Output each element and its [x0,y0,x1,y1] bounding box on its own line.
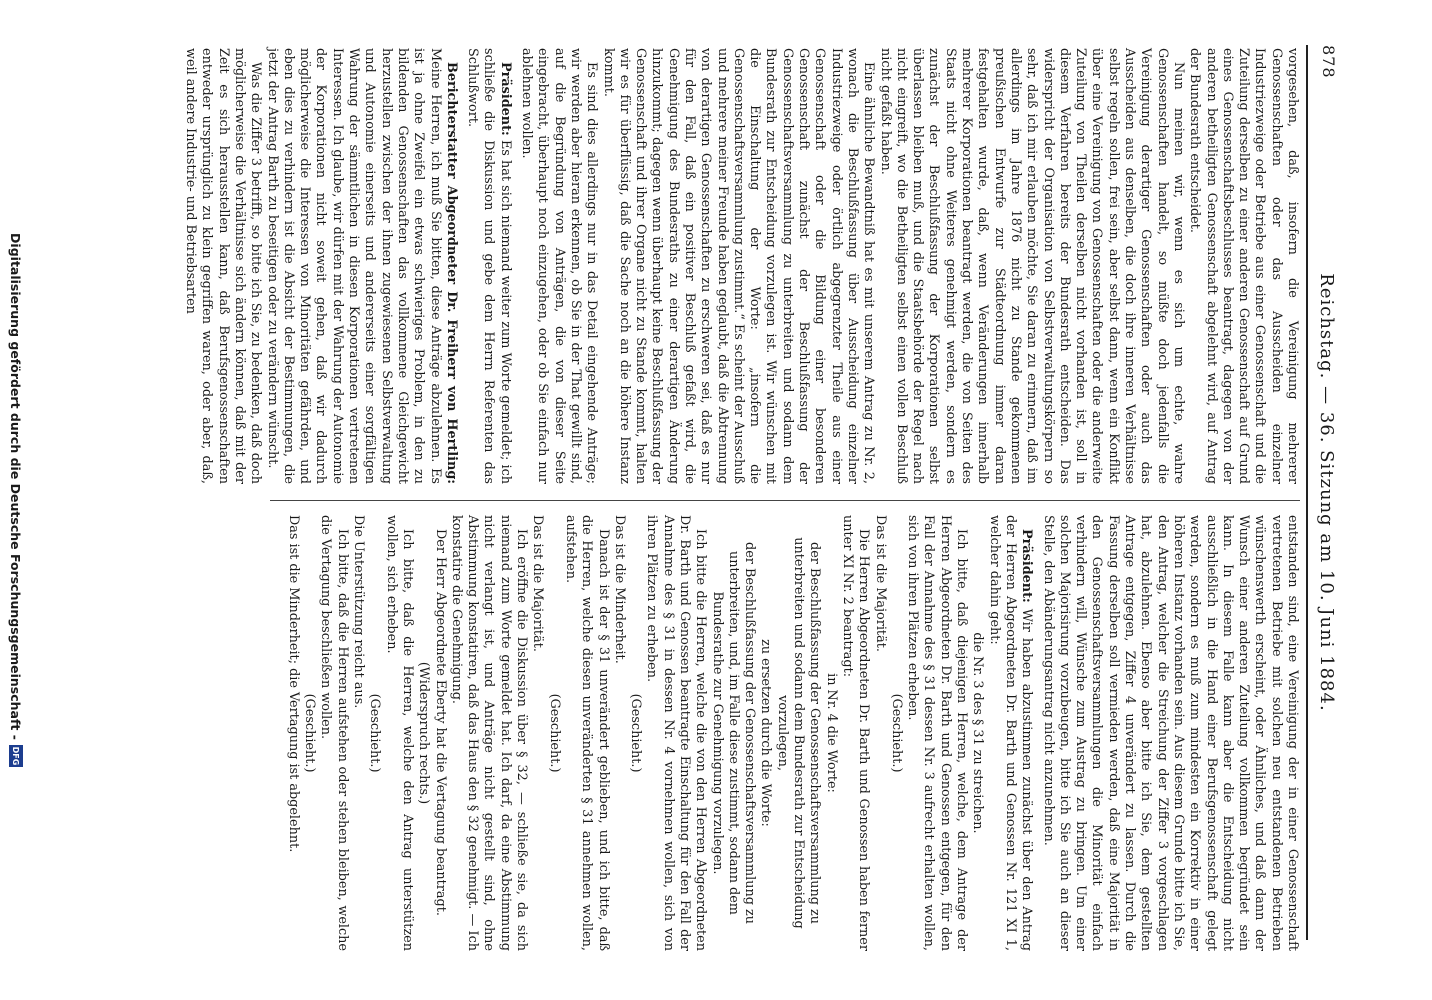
paragraph-text: Eine ähnliche Bewandtniß hat es mit unserem Antrag zu Nr. 2, wonach die Beschlußfassung über Ausscheidung einzelner Industriezweige oder örtlich abgegrenzter Theile aus einer Genossenschaft oder die Bildung einer besonderen Genossenschaft zunächst der Beschlußfassung der Genossenschaftsversammlung zu unterbreiten und sodann dem Bundesrath zur Entscheidung vorzulegen ist. Wir wünschen mit die Einschaltung der Worte: „insofern die Genossenschaftsversammlung zustimmt.“ Es scheint der Ausschuß und mehrere meiner Freunde haben geglaubt, daß die Abtrennung von derartigen Genossenschaften zu erschweren sei, daß es nur für den Fall, daß ein positiver Beschluß gefaßt wird, die Genehmigung des Bundesraths zu einer derartigen Änderung hinzukommt; dagegen wenn überhaupt keine Beschlußfassung der Genossenschaft und ihrer Organe nicht zu Stande kommt, halten wir es für überflüssig, daß die Sache noch an die höhere Instanz kommt. [600,48,877,484]
paragraph-text: (Geschieht.) [367,693,383,773]
paragraph [545,515,561,951]
paragraph [562,515,611,951]
paragraph [599,48,876,484]
paragraph-text: Ich eröffne die Diskussion über § 32, — schließe sie, da sich niemand zum Worte gemeldet hat. Ich darf, da eine Abstimmung nicht verlangt ist, und Anträge nicht gestellt sind, ohne Abstimmung konstatiren, daß das Haus den § 32 genehmigt. — Ich konstatire die Genehmigung. [448,515,530,951]
paragraph-text: Das ist die Minderheit. [611,515,627,664]
paragraph [985,515,1034,951]
paragraph [888,515,904,951]
paragraph-text: in Nr. 4 die Worte: [823,673,839,793]
speaker-name: Präsident: [1019,529,1035,603]
paragraph [529,515,545,951]
paragraph [839,515,872,951]
paragraph [627,515,643,951]
paragraph [182,48,263,484]
paragraph-text: Die Herren Abgeordneten Dr. Barth und Genossen haben ferner unter XI Nr. 2 beantragt: [839,515,872,951]
credit-text: Digitalisierung gefördert durch die Deutsche Forschungsgemeinschaft - [8,233,24,740]
paragraph-text: Danach ist der § 31 unverändert geblieben, und ich bitte, daß die Herren, welche diesen unveränderten § 31 annehmen wollen, aufstehen. [562,515,611,951]
paragraph-text: vorgesehen, daß, insofern die Vereinigung mehrerer Genossenschaften oder das Ausscheiden einzelner Industriezweige oder Betriebe aus einer Genossenschaft und die Zuteilung derselben zu einer anderen Genossenschaft auf Grund eines Genossenschaftsbeschlusses beantragt, dagegen von der anderen betheiligten Genossenschaft abgelehnt wird, auf Antrag der Bundesrath entscheidet. [1187,48,1300,484]
paragraph-text: Der Herr Abgeordnete Eberty hat die Vertagung beantragt. [432,529,448,916]
paragraph-text: (Widerspruch rechts.) [416,661,432,805]
paragraph-text: der Beschlußfassung der Genossenschaftsversammlung zu unterbreiten, und, im Falle diese zustimmt, sodann dem Bundesrathe zur Genehmigung vorzulegen. [709,542,758,924]
paragraph-text: die Nr. 3 des § 31 zu streichen. [970,632,986,834]
page-number: 878 [1319,45,1338,79]
paragraph [643,515,708,951]
paragraph [301,515,317,951]
paragraph-text: Wir haben abzustimmen zunächst über den Antrag der Herren Abgeordneten Dr. Barth und Genossen Nr. 121 XI 1, welcher dahin geht: [986,515,1035,951]
paragraph-text: (Geschieht.) [628,693,644,773]
paragraph-text: (Geschieht.) [546,693,562,773]
paragraph [969,515,985,951]
paragraph-text: Ich bitte, daß diejenigen Herren, welche, dem Antrage der Herren Abgeordneten Dr. Barth und Genossen entgegen, für den Fall der Annahme des § 31 dessen Nr. 3 aufrecht erhalten wollen, sich von ihren Plätzen erheben. [905,515,970,951]
paragraph-text: entstanden sind, eine Vereinigung der in einer Genossenschaft vertretenen Betriebe mit solchen neu entstandenen Betrieben wünschenswerth erscheint, oder Ähnliches, und daß dann der Wunsch einer anderen Zuteilung vollkommen begründet sein kann. In diesem Falle kann aber die Entscheidung nicht ausschließlich in die Hand einer Berufsgenossenschaft gelegt werden, sondern es muß zum mindesten ein Korrektiv in einer höheren Instanz vorhanden sein. Aus diesem Grunde bitte ich Sie, den Antrag, welcher die Streichung der Ziffer 3 vorgeschlagen hat, abzulehnen. Ebenso aber bitte ich Sie, dem gestellten Antrage entgegen, Ziffer 4 unverändert zu lassen. Durch die Fassung derselben soll vermieden werden, daß eine Majorität in den Genossenschaftsversammlungen die Minorität einfach verhindern will, Wünsche zum Austrag zu bringen. Um einer solchen Majorisirung vorzubeugen, bitte ich Sie auch an dieser Stelle, den Abänderungsantrag nicht anzunehmen. [1040,515,1300,951]
paragraph-text: Ich bitte, daß die Herren, welche den Antrag unterstützen wollen, sich erheben. [383,515,415,951]
paragraph-text: (Geschieht.) [302,693,318,773]
paragraph [774,515,823,951]
paragraph-text: Es hat sich niemand weiter zum Worte gemeldet; ich schließe die Diskussion und gebe dem Herrn Referenten das Schlußwort. [465,48,513,484]
speaker-name: Präsident: [497,62,513,136]
paragraph [708,515,757,951]
paragraph-text: Das ist die Majorität. [872,515,888,652]
paragraph-text: (Geschieht.) [888,693,904,773]
paragraph [382,515,415,951]
paragraph-text: zu ersetzen durch die Worte: [758,639,774,827]
paragraph [448,515,529,951]
paragraph [285,515,301,951]
paragraph-text: Das ist die Minderheit; die Vertagung ist abgelehnt. [285,515,301,853]
dfg-logo: DFG [9,745,23,767]
paragraph [431,515,447,951]
paragraph [611,515,627,951]
paragraph [822,515,838,951]
right-column [285,515,1300,951]
paragraph [1186,48,1300,484]
page-header [1316,45,1338,940]
paragraph-text: Nun meinen wir, wenn es sich um echte, wahre Genossenschaften handelt, so müßte doch jedenfalls die Vereinigung derartiger Genossenschaften oder auch das Ausscheiden aus denselben, die doch ihre inneren Verhältnisse selbst regeln sollen, frei sein, aber selbst dann, wenn ein Konflikt über eine Vereinigung von Genossenschaften oder die anderweite Zuteilung von Theilen derselben nicht vorhanden ist, soll in diesem Verfahren bereits der Bundesrath entscheiden. Das widerspricht der Organisation von Selbstverwaltungskörpern so sehr, daß ich mir erlauben möchte, Sie daran zu erinnern, daß im allerdings im Jahre 1876 nicht zu Stande gekommenen preußischen Entwurfe zur Städteordnung immer daran festgehalten wurde, daß, wenn Veränderungen innerhalb mehrerer Korporationen beantragt werden, die von Seiten des Staats nicht ohne Weiteres genehmigt werden, sondern es zunächst der Beschlußfassung der Korporationen selbst überlassen bleiben muß, und die Staatsbehörde der Regel nach nicht eingreift, wo die Betheiligten selbst einen vollen Beschluß nicht gefaßt haben. [877,48,1186,484]
page-title: Reichstag. — 36. Sitzung am 10. Juni 1884. [1316,273,1338,712]
left-column [182,48,1300,484]
paragraph [1039,515,1300,951]
paragraph-text: Die Unterstützung reicht aus. [351,515,367,709]
header-rule [1306,45,1308,940]
paragraph-text: Was die Ziffer 3 betrifft, so bitte ich Sie, zu bedenken, daß doch möglicherweise die Verhältnisse sich ändern können, daß mit der Zeit es sich herausstellen kann, daß Berufsgenossenschaften entweder ursprünglich zu klein gegriffen waren, oder aber, daß, weil andere Industrie- und Betriebsarten [183,48,264,484]
paragraph [263,48,459,484]
paragraph-text: Meine Herren, ich muß Sie bitten, diese Anträge abzulehnen. Es ist ja ohne Zweifel ein etwas schwieriges Problem, in den zu bildenden Genossenschaften das vollkommene Gleichgewicht herzustellen zwischen der ihnen zugewiesenen Selbstverwaltung und Autonomie einerseits und andererseits einer sorgfältigen Wahrung der sämmtlichen in diesen Korporationen vertretenen Interessen. Ich glaube, wir dürfen mit der Wahrung der Autonomie der Korporationen nicht soweit gehen, daß wir dadurch möglicherweise die Interessen von Minoritäten gefährden, und eben dies zu verhindern ist die Absicht der Bestimmungen, die jetzt der Antrag Barth zu beseitigen oder zu verändern wünscht. [264,48,443,484]
column-divider [270,500,1300,501]
paragraph [366,515,382,951]
paragraph [350,515,366,951]
paragraph-text: Das ist die Majorität. [530,515,546,652]
paragraph-text: Ich bitte, daß die Herren aufstehen oder stehen bleiben, welche die Vertagung beschließen wollen. [318,515,350,951]
paragraph [904,515,969,951]
paragraph-text: Es sind dies allerdings nur in das Detail eingehende Anträge; wir werden aber hieran erkennen, ob Sie in der That gewillt sind, auf die Begründung von Anträgen, die von dieser Seite eingebracht, überhaupt noch einzugehen, oder ob Sie einfach nur ablehnen wollen. [519,48,600,484]
digitization-credit [0,0,32,1000]
paragraph-text: der Beschlußfassung der Genossenschaftsversammlung zu unterbreiten und sodann dem Bundesrath zur Entscheidung vorzulegen, [774,537,823,929]
paragraph [415,515,431,951]
paragraph [518,48,599,484]
paragraph [464,48,513,484]
paragraph [876,48,1186,484]
paragraph [871,515,887,951]
paragraph [317,515,350,951]
paragraph [757,515,773,951]
paragraph-text: Ich bitte die Herren, welche die von den Herren Abgeordneten Dr. Barth und Genossen beantragte Einschaltung für den Fall der Annahme des § 31 in dessen Nr. 4 vornehmen wollen, sich von ihren Plätzen zu erheben. [644,515,709,951]
speaker-name: Berichterstatter Abgeordneter Dr. Freiherr von Hertling: [443,62,459,484]
